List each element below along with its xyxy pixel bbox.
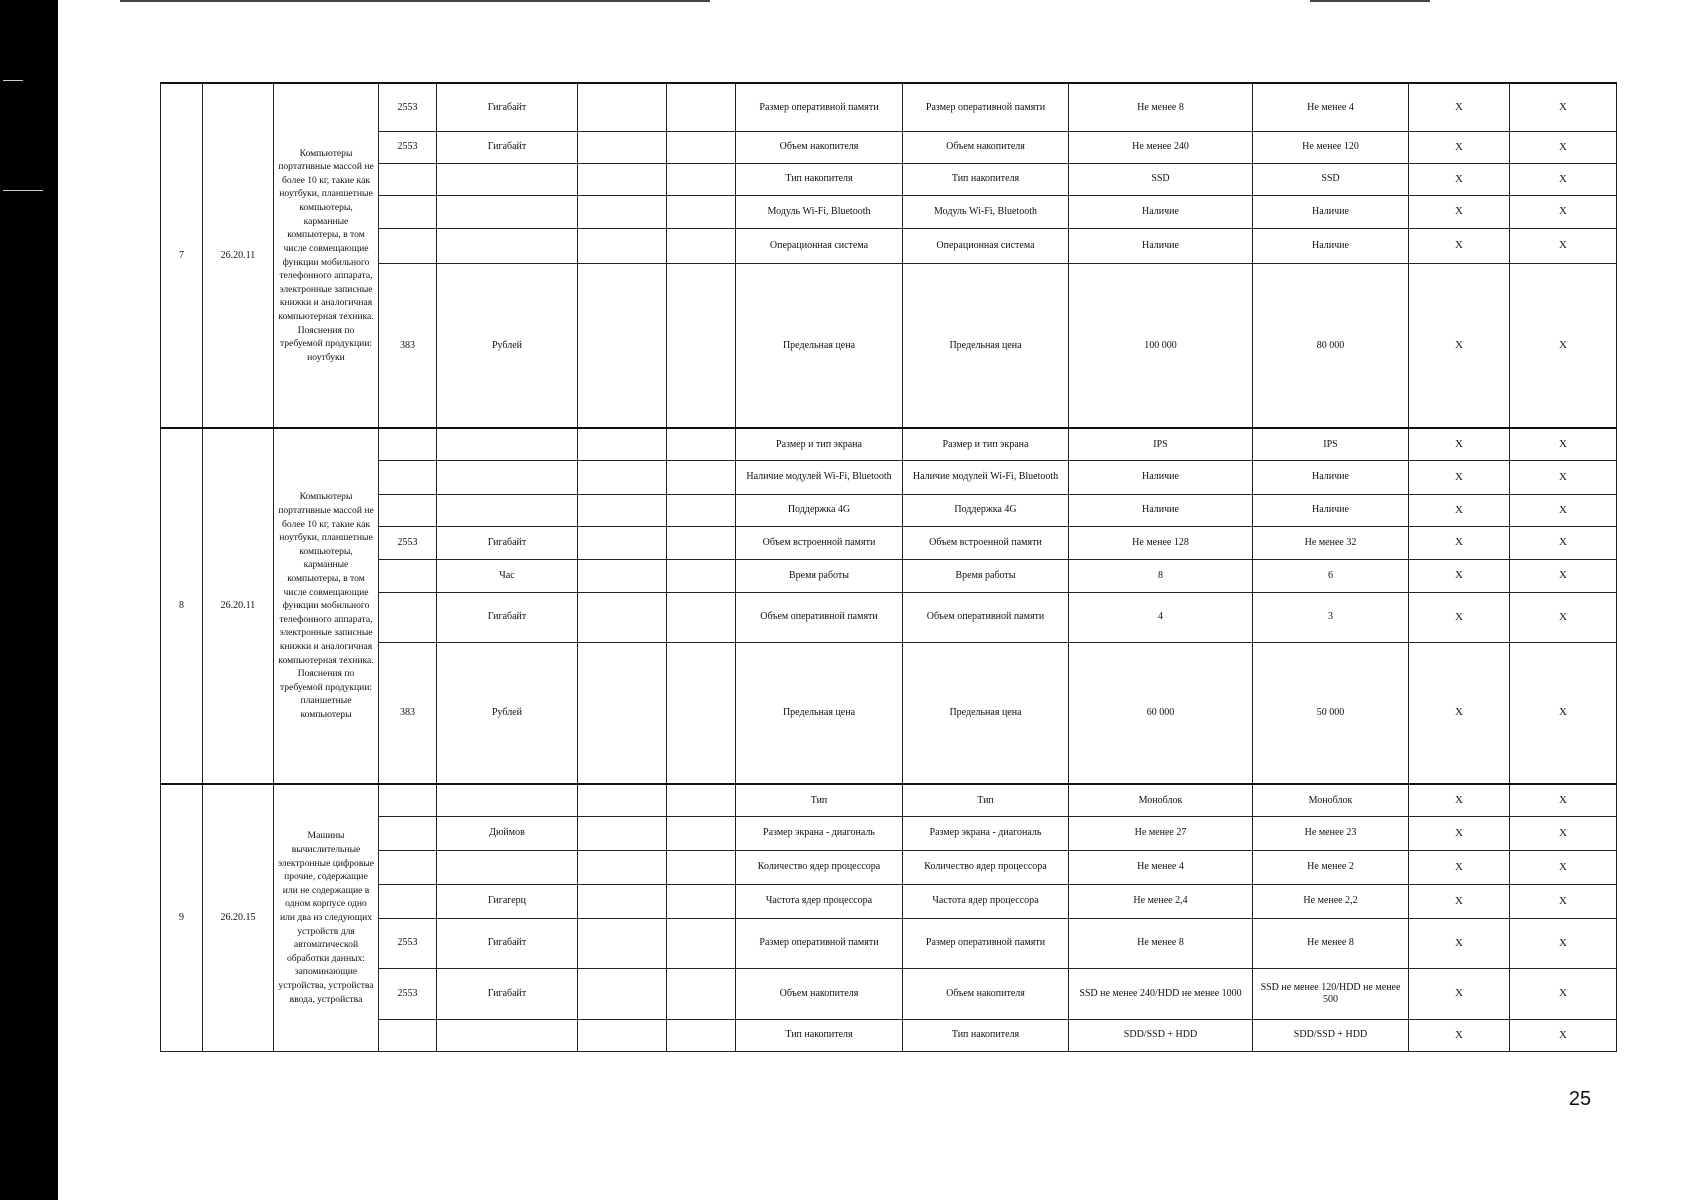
- okei-cell: [379, 228, 437, 263]
- empty-cell: [578, 642, 667, 784]
- unit-cell: Рублей: [437, 263, 578, 428]
- value-cell: Наличие: [1069, 195, 1253, 228]
- table-row: [161, 526, 1617, 559]
- value-cell: Не менее 2,2: [1253, 884, 1409, 918]
- x-mark-cell: X: [1510, 228, 1617, 263]
- value-cell: Не менее 4: [1253, 83, 1409, 131]
- okei-cell: [379, 195, 437, 228]
- empty-cell: [578, 592, 667, 642]
- okpd-code-cell: 26.20.11: [203, 428, 274, 784]
- unit-cell: Гигабайт: [437, 131, 578, 163]
- value-cell: IPS: [1069, 428, 1253, 460]
- characteristic-cell: Количество ядер процессора: [903, 850, 1069, 884]
- empty-cell: [667, 83, 736, 131]
- x-mark-cell: X: [1510, 83, 1617, 131]
- unit-cell: Гигабайт: [437, 592, 578, 642]
- x-mark-cell: X: [1510, 816, 1617, 850]
- table-row: [161, 494, 1617, 526]
- table-row: [161, 163, 1617, 195]
- empty-cell: [667, 559, 736, 592]
- value-cell: 60 000: [1069, 642, 1253, 784]
- value-cell: SSD не менее 120/HDD не менее 500: [1253, 968, 1409, 1019]
- characteristic-cell: Предельная цена: [736, 642, 903, 784]
- empty-cell: [578, 918, 667, 968]
- value-cell: Не менее 240: [1069, 131, 1253, 163]
- x-mark-cell: X: [1409, 428, 1510, 460]
- unit-cell: Гигабайт: [437, 968, 578, 1019]
- value-cell: 50 000: [1253, 642, 1409, 784]
- okei-cell: 2553: [379, 526, 437, 559]
- x-mark-cell: X: [1510, 526, 1617, 559]
- table-row: [161, 918, 1617, 968]
- characteristic-cell: Тип: [736, 784, 903, 816]
- characteristic-cell: Предельная цена: [903, 642, 1069, 784]
- characteristic-cell: Размер и тип экрана: [736, 428, 903, 460]
- empty-cell: [667, 1019, 736, 1051]
- empty-cell: [578, 163, 667, 195]
- characteristic-cell: Поддержка 4G: [903, 494, 1069, 526]
- x-mark-cell: X: [1510, 494, 1617, 526]
- x-mark-cell: X: [1510, 784, 1617, 816]
- okei-cell: [379, 1019, 437, 1051]
- empty-cell: [578, 131, 667, 163]
- value-cell: Не менее 128: [1069, 526, 1253, 559]
- table-row: [161, 592, 1617, 642]
- x-mark-cell: X: [1510, 642, 1617, 784]
- okei-cell: 383: [379, 642, 437, 784]
- table-row: [161, 1019, 1617, 1051]
- okei-cell: 2553: [379, 968, 437, 1019]
- okei-cell: 2553: [379, 918, 437, 968]
- value-cell: Наличие: [1253, 494, 1409, 526]
- x-mark-cell: X: [1510, 263, 1617, 428]
- empty-cell: [578, 263, 667, 428]
- okei-cell: [379, 494, 437, 526]
- okei-cell: 2553: [379, 83, 437, 131]
- okei-cell: [379, 884, 437, 918]
- product-description-cell: Машины вычислительные электронные цифровые прочие, содержащие или не содержащие в одном корпусе одно или два из следующих устройств для автоматической обработки данных: запоминающие устройства, устройства ввода, устройства: [274, 784, 379, 1051]
- empty-cell: [667, 784, 736, 816]
- value-cell: Моноблок: [1253, 784, 1409, 816]
- characteristic-cell: Частота ядер процессора: [903, 884, 1069, 918]
- x-mark-cell: X: [1409, 592, 1510, 642]
- x-mark-cell: X: [1409, 918, 1510, 968]
- x-mark-cell: X: [1510, 460, 1617, 494]
- table-row: [161, 559, 1617, 592]
- x-mark-cell: X: [1510, 918, 1617, 968]
- okpd-code-cell: 26.20.15: [203, 784, 274, 1051]
- value-cell: Не менее 4: [1069, 850, 1253, 884]
- characteristic-cell: Тип: [903, 784, 1069, 816]
- x-mark-cell: X: [1409, 195, 1510, 228]
- product-description-cell: Компьютеры портативные массой не более 10 кг, такие как ноутбуки, планшетные компьютеры, карманные компьютеры, в том числе совмещающие функции мобильного телефонного аппарата, электронные записные книжки и аналогичная компьютерная техника. Пояснения по требуемой продукции: планшетные компьютеры: [274, 428, 379, 784]
- characteristic-cell: Время работы: [736, 559, 903, 592]
- page-number: 25: [1568, 1088, 1592, 1110]
- unit-cell: [437, 460, 578, 494]
- x-mark-cell: X: [1409, 526, 1510, 559]
- okei-cell: [379, 850, 437, 884]
- empty-cell: [667, 131, 736, 163]
- characteristic-cell: Размер экрана - диагональ: [736, 816, 903, 850]
- unit-cell: Рублей: [437, 642, 578, 784]
- characteristic-cell: Объем встроенной памяти: [736, 526, 903, 559]
- okei-cell: [379, 428, 437, 460]
- scan-top-rule: [1310, 0, 1430, 2]
- characteristic-cell: Поддержка 4G: [736, 494, 903, 526]
- x-mark-cell: X: [1510, 131, 1617, 163]
- x-mark-cell: X: [1409, 784, 1510, 816]
- row-number-cell: 7: [161, 83, 203, 428]
- scan-mark: [3, 190, 43, 191]
- value-cell: 4: [1069, 592, 1253, 642]
- value-cell: 8: [1069, 559, 1253, 592]
- x-mark-cell: X: [1409, 1019, 1510, 1051]
- x-mark-cell: X: [1510, 592, 1617, 642]
- requirements-table: [160, 82, 1617, 1052]
- value-cell: 3: [1253, 592, 1409, 642]
- x-mark-cell: X: [1510, 884, 1617, 918]
- characteristic-cell: Тип накопителя: [903, 163, 1069, 195]
- characteristic-cell: Модуль Wi-Fi, Bluetooth: [903, 195, 1069, 228]
- value-cell: Наличие: [1253, 195, 1409, 228]
- row-number-cell: 8: [161, 428, 203, 784]
- characteristic-cell: Объем оперативной памяти: [736, 592, 903, 642]
- table-row: [161, 83, 1617, 131]
- okei-cell: 2553: [379, 131, 437, 163]
- empty-cell: [578, 428, 667, 460]
- empty-cell: [578, 526, 667, 559]
- characteristic-cell: Частота ядер процессора: [736, 884, 903, 918]
- value-cell: SDD/SSD + HDD: [1253, 1019, 1409, 1051]
- value-cell: Наличие: [1069, 460, 1253, 494]
- characteristic-cell: Объем накопителя: [903, 968, 1069, 1019]
- empty-cell: [667, 428, 736, 460]
- characteristic-cell: Размер оперативной памяти: [736, 918, 903, 968]
- scan-top-rule: [120, 0, 710, 2]
- value-cell: 100 000: [1069, 263, 1253, 428]
- unit-cell: [437, 784, 578, 816]
- x-mark-cell: X: [1510, 559, 1617, 592]
- x-mark-cell: X: [1409, 968, 1510, 1019]
- unit-cell: Гигабайт: [437, 526, 578, 559]
- empty-cell: [667, 460, 736, 494]
- characteristic-cell: Объем оперативной памяти: [903, 592, 1069, 642]
- characteristic-cell: Тип накопителя: [736, 1019, 903, 1051]
- empty-cell: [578, 494, 667, 526]
- table-row: [161, 850, 1617, 884]
- characteristic-cell: Размер оперативной памяти: [903, 918, 1069, 968]
- x-mark-cell: X: [1409, 263, 1510, 428]
- empty-cell: [578, 784, 667, 816]
- characteristic-cell: Операционная система: [736, 228, 903, 263]
- characteristic-cell: Размер оперативной памяти: [736, 83, 903, 131]
- empty-cell: [578, 816, 667, 850]
- unit-cell: [437, 1019, 578, 1051]
- value-cell: Не менее 8: [1253, 918, 1409, 968]
- x-mark-cell: X: [1409, 494, 1510, 526]
- value-cell: Не менее 32: [1253, 526, 1409, 559]
- characteristic-cell: Операционная система: [903, 228, 1069, 263]
- okei-cell: [379, 816, 437, 850]
- value-cell: SDD/SSD + HDD: [1069, 1019, 1253, 1051]
- value-cell: Моноблок: [1069, 784, 1253, 816]
- x-mark-cell: X: [1409, 642, 1510, 784]
- value-cell: Не менее 120: [1253, 131, 1409, 163]
- value-cell: SSD: [1069, 163, 1253, 195]
- x-mark-cell: X: [1409, 83, 1510, 131]
- table-row: [161, 816, 1617, 850]
- value-cell: Наличие: [1253, 460, 1409, 494]
- characteristic-cell: Размер экрана - диагональ: [903, 816, 1069, 850]
- empty-cell: [578, 968, 667, 1019]
- value-cell: Наличие: [1069, 228, 1253, 263]
- empty-cell: [578, 850, 667, 884]
- empty-cell: [667, 918, 736, 968]
- okei-cell: [379, 592, 437, 642]
- characteristic-cell: Объем встроенной памяти: [903, 526, 1069, 559]
- empty-cell: [667, 494, 736, 526]
- table-body: [161, 83, 1617, 1051]
- characteristic-cell: Тип накопителя: [736, 163, 903, 195]
- value-cell: 6: [1253, 559, 1409, 592]
- x-mark-cell: X: [1510, 428, 1617, 460]
- characteristic-cell: Объем накопителя: [736, 968, 903, 1019]
- value-cell: Не менее 23: [1253, 816, 1409, 850]
- okei-cell: 383: [379, 263, 437, 428]
- unit-cell: [437, 494, 578, 526]
- x-mark-cell: X: [1409, 850, 1510, 884]
- row-number-cell: 9: [161, 784, 203, 1051]
- x-mark-cell: X: [1409, 460, 1510, 494]
- value-cell: Не менее 27: [1069, 816, 1253, 850]
- x-mark-cell: X: [1510, 1019, 1617, 1051]
- empty-cell: [667, 263, 736, 428]
- okei-cell: [379, 460, 437, 494]
- characteristic-cell: Тип накопителя: [903, 1019, 1069, 1051]
- x-mark-cell: X: [1510, 850, 1617, 884]
- value-cell: IPS: [1253, 428, 1409, 460]
- empty-cell: [667, 228, 736, 263]
- empty-cell: [667, 816, 736, 850]
- unit-cell: Гигабайт: [437, 83, 578, 131]
- characteristic-cell: Объем накопителя: [903, 131, 1069, 163]
- unit-cell: [437, 163, 578, 195]
- unit-cell: [437, 428, 578, 460]
- empty-cell: [578, 1019, 667, 1051]
- table-row: [161, 460, 1617, 494]
- table-row: [161, 968, 1617, 1019]
- okei-cell: [379, 163, 437, 195]
- characteristic-cell: Время работы: [903, 559, 1069, 592]
- okei-cell: [379, 784, 437, 816]
- value-cell: Наличие: [1069, 494, 1253, 526]
- unit-cell: Час: [437, 559, 578, 592]
- table-row: [161, 428, 1617, 460]
- value-cell: Не менее 8: [1069, 83, 1253, 131]
- unit-cell: [437, 195, 578, 228]
- product-description-cell: Компьютеры портативные массой не более 10 кг, такие как ноутбуки, планшетные компьютеры, карманные компьютеры, в том числе совмещающие функции мобильного телефонного аппарата, электронные записные книжки и аналогичная компьютерная техника. Пояснения по требуемой продукции: ноутбуки: [274, 83, 379, 428]
- x-mark-cell: X: [1510, 195, 1617, 228]
- characteristic-cell: Предельная цена: [736, 263, 903, 428]
- x-mark-cell: X: [1510, 968, 1617, 1019]
- characteristic-cell: Наличие модулей Wi-Fi, Bluetooth: [736, 460, 903, 494]
- empty-cell: [578, 83, 667, 131]
- value-cell: Не менее 2,4: [1069, 884, 1253, 918]
- table-row: [161, 195, 1617, 228]
- x-mark-cell: X: [1409, 884, 1510, 918]
- empty-cell: [578, 460, 667, 494]
- scan-dark-edge: [0, 0, 58, 1200]
- characteristic-cell: Объем накопителя: [736, 131, 903, 163]
- value-cell: Не менее 8: [1069, 918, 1253, 968]
- x-mark-cell: X: [1409, 816, 1510, 850]
- value-cell: SSD не менее 240/HDD не менее 1000: [1069, 968, 1253, 1019]
- empty-cell: [667, 968, 736, 1019]
- unit-cell: [437, 228, 578, 263]
- okei-cell: [379, 559, 437, 592]
- x-mark-cell: X: [1409, 228, 1510, 263]
- empty-cell: [578, 884, 667, 918]
- table-row: [161, 263, 1617, 428]
- empty-cell: [578, 195, 667, 228]
- empty-cell: [667, 592, 736, 642]
- table-row: [161, 884, 1617, 918]
- characteristic-cell: Размер оперативной памяти: [903, 83, 1069, 131]
- x-mark-cell: X: [1409, 559, 1510, 592]
- value-cell: SSD: [1253, 163, 1409, 195]
- unit-cell: Гигабайт: [437, 918, 578, 968]
- empty-cell: [667, 195, 736, 228]
- unit-cell: Гигагерц: [437, 884, 578, 918]
- unit-cell: Дюймов: [437, 816, 578, 850]
- characteristic-cell: Количество ядер процессора: [736, 850, 903, 884]
- value-cell: 80 000: [1253, 263, 1409, 428]
- characteristic-cell: Размер и тип экрана: [903, 428, 1069, 460]
- table-row: [161, 228, 1617, 263]
- unit-cell: [437, 850, 578, 884]
- value-cell: Наличие: [1253, 228, 1409, 263]
- table-row: [161, 131, 1617, 163]
- okpd-code-cell: 26.20.11: [203, 83, 274, 428]
- empty-cell: [578, 228, 667, 263]
- value-cell: Не менее 2: [1253, 850, 1409, 884]
- x-mark-cell: X: [1409, 163, 1510, 195]
- empty-cell: [578, 559, 667, 592]
- x-mark-cell: X: [1510, 163, 1617, 195]
- characteristic-cell: Предельная цена: [903, 263, 1069, 428]
- empty-cell: [667, 526, 736, 559]
- characteristic-cell: Наличие модулей Wi-Fi, Bluetooth: [903, 460, 1069, 494]
- empty-cell: [667, 884, 736, 918]
- scan-mark: [3, 80, 23, 81]
- x-mark-cell: X: [1409, 131, 1510, 163]
- characteristic-cell: Модуль Wi-Fi, Bluetooth: [736, 195, 903, 228]
- table-row: [161, 784, 1617, 816]
- empty-cell: [667, 850, 736, 884]
- table-row: [161, 642, 1617, 784]
- empty-cell: [667, 642, 736, 784]
- empty-cell: [667, 163, 736, 195]
